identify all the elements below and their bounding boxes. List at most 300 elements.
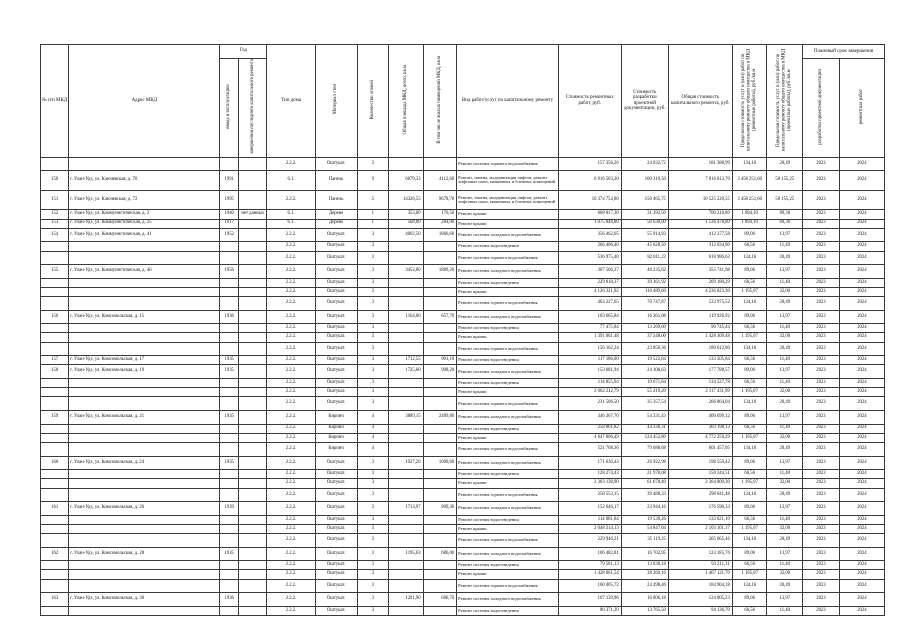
- deadline-design-cell: 2023: [803, 524, 840, 533]
- table-row: [41, 388, 885, 397]
- house-type-cell: 2.2.2.: [267, 333, 315, 342]
- deadline-repair-cell: 2024: [839, 324, 884, 333]
- repair-cost-cell: 463 227,65: [558, 297, 621, 311]
- table-row: [41, 324, 885, 333]
- total-area-cell: [389, 324, 424, 333]
- repair-cost-cell: 160 405,72: [558, 579, 621, 593]
- repair-cost-cell: 258 553,15: [558, 488, 621, 502]
- total-area-cell: 14326,55: [389, 190, 424, 210]
- max-cost-work-cell: 1 195,07: [732, 570, 767, 579]
- house-type-cell: 2.2.2.: [267, 442, 315, 456]
- header-floors: Количество этажей: [357, 45, 388, 158]
- address-cell: г. Улан-Удэ, ул. Ключевская, д. 70: [69, 171, 220, 191]
- year-last-repair-cell: [239, 547, 267, 561]
- deadline-design-cell: 2023: [803, 278, 840, 287]
- total-cost-cell: 150 244,51: [668, 470, 732, 479]
- design-cost-cell: 13 630,18: [621, 561, 668, 570]
- table-row: [41, 456, 885, 470]
- repair-cost-cell: 229 818,37: [558, 278, 621, 287]
- wall-material-cell: Оштукат.: [315, 388, 357, 397]
- total-cost-cell: 265 065,46: [668, 534, 732, 548]
- year-commission-cell: [220, 424, 239, 433]
- total-area-cell: [389, 157, 424, 171]
- living-area-cell: [423, 579, 457, 593]
- header-living-area: В том числе жилых помещений МКД, кв.м: [423, 45, 457, 158]
- design-cost-cell: 19 539,26: [621, 515, 668, 524]
- max-cost-work-cell: 1 195,07: [732, 433, 767, 442]
- table-row: [41, 433, 885, 442]
- total-cost-cell: 1 467 121,70: [668, 570, 732, 579]
- max-cost-design-cell: 20,49: [767, 397, 803, 411]
- repair-cost-cell: 114 855,94: [558, 379, 621, 388]
- max-cost-design-cell: 20,49: [767, 157, 803, 171]
- deadline-repair-cell: 2024: [839, 287, 884, 296]
- year-commission-cell: 1956: [220, 265, 239, 279]
- living-area-cell: [423, 157, 457, 171]
- row-num: [41, 324, 69, 333]
- wall-material-cell: Оштукат.: [315, 297, 357, 311]
- year-last-repair-cell: [239, 157, 267, 171]
- house-type-cell: 2.2.2.: [267, 561, 315, 570]
- table-row: [41, 442, 885, 456]
- floors-cell: 3: [357, 593, 388, 607]
- address-cell: [69, 442, 220, 456]
- living-area-cell: 2489,80: [423, 411, 457, 425]
- repair-cost-cell: 103 665,84: [558, 310, 621, 324]
- table-row: [41, 470, 885, 479]
- house-type-cell: 2.2.2.: [267, 251, 315, 265]
- design-cost-cell: 23 944,16: [621, 502, 668, 516]
- deadline-design-cell: 2023: [803, 534, 840, 548]
- deadline-repair-cell: 2024: [839, 442, 884, 456]
- repair-cost-cell: 229 946,21: [558, 534, 621, 548]
- wall-material-cell: Оштукат.: [315, 561, 357, 570]
- header-address: Адрес МКД: [69, 45, 220, 158]
- row-num: 160: [41, 456, 69, 470]
- total-cost-cell: 181 388,99: [668, 157, 732, 171]
- max-cost-design-cell: 11,40: [767, 515, 803, 524]
- house-type-cell: 2.2.2.: [267, 570, 315, 579]
- max-cost-design-cell: 32,00: [767, 479, 803, 488]
- deadline-repair-cell: 2024: [839, 547, 884, 561]
- total-cost-cell: 700 210,80: [668, 210, 732, 219]
- living-area-cell: [423, 287, 457, 296]
- repair-cost-cell: 171 636,43: [558, 456, 621, 470]
- year-last-repair-cell: [239, 219, 267, 228]
- row-num: [41, 424, 69, 433]
- deadline-repair-cell: 2024: [839, 606, 884, 615]
- house-type-cell: 2.2.2.: [267, 356, 315, 365]
- wall-material-cell: Оштукат.: [315, 515, 357, 524]
- living-area-cell: [423, 515, 457, 524]
- design-cost-cell: 13 765,50: [621, 606, 668, 615]
- header-deadline-design: разработки проектной документации: [803, 59, 840, 158]
- year-last-repair-cell: [239, 310, 267, 324]
- year-last-repair-cell: [239, 479, 267, 488]
- floors-cell: 5: [357, 190, 388, 210]
- wall-material-cell: Оштукат.: [315, 479, 357, 488]
- max-cost-design-cell: 13,97: [767, 228, 803, 242]
- year-last-repair-cell: [239, 579, 267, 593]
- address-cell: [69, 470, 220, 479]
- max-cost-design-cell: 32,00: [767, 433, 803, 442]
- total-area-cell: [389, 470, 424, 479]
- max-cost-design-cell: 11,40: [767, 278, 803, 287]
- row-num: 153: [41, 219, 69, 228]
- row-num: 150: [41, 171, 69, 191]
- wall-material-cell: Дерево: [315, 210, 357, 219]
- repair-cost-cell: 2 048 314,13: [558, 524, 621, 533]
- work-type-cell: Ремонт крыши: [457, 433, 559, 442]
- deadline-design-cell: 2023: [803, 411, 840, 425]
- design-cost-cell: 24 032,72: [621, 157, 668, 171]
- year-commission-cell: 1935: [220, 411, 239, 425]
- table-row: [41, 365, 885, 379]
- total-cost-cell: 93 211,31: [668, 561, 732, 570]
- total-area-cell: 1713,97: [389, 502, 424, 516]
- design-cost-cell: 19 522,84: [621, 356, 668, 365]
- total-area-cell: [389, 479, 424, 488]
- address-cell: [69, 534, 220, 548]
- total-area-cell: [389, 278, 424, 287]
- wall-material-cell: Кирпич: [315, 433, 357, 442]
- living-area-cell: 4112,60: [423, 171, 457, 191]
- house-type-cell: 2.2.2.: [267, 388, 315, 397]
- deadline-repair-cell: 2024: [839, 570, 884, 579]
- year-last-repair-cell: [239, 287, 267, 296]
- design-cost-cell: 35 119,25: [621, 534, 668, 548]
- deadline-repair-cell: 2024: [839, 297, 884, 311]
- total-area-cell: [389, 397, 424, 411]
- row-num: [41, 297, 69, 311]
- work-type-cell: Ремонт крыши: [457, 219, 559, 228]
- row-num: [41, 524, 69, 533]
- total-area-cell: [389, 442, 424, 456]
- max-cost-design-cell: 20,49: [767, 442, 803, 456]
- design-cost-cell: 100 310,50: [621, 171, 668, 191]
- deadline-repair-cell: 2024: [839, 488, 884, 502]
- header-max-cost-design: Предельная стоимость услуг и (или) работ по капитальному ремонту общего имущества в МКД (проектные работы), руб./кв.м: [767, 45, 803, 158]
- total-area-cell: 4002,50: [389, 228, 424, 242]
- max-cost-work-cell: 89,06: [732, 265, 767, 279]
- year-last-repair-cell: нет данных: [239, 210, 267, 219]
- deadline-repair-cell: 2024: [839, 190, 884, 210]
- repair-cost-cell: 231 506,50: [558, 397, 621, 411]
- row-num: [41, 242, 69, 251]
- year-last-repair-cell: [239, 379, 267, 388]
- floors-cell: 3: [357, 515, 388, 524]
- max-cost-design-cell: 11,40: [767, 606, 803, 615]
- total-cost-cell: 180 012,60: [668, 342, 732, 356]
- house-type-cell: 6.1.: [267, 219, 315, 228]
- wall-material-cell: Оштукат.: [315, 379, 357, 388]
- row-num: 163: [41, 593, 69, 607]
- repair-cost-cell: 1 075 848,80: [558, 219, 621, 228]
- address-cell: [69, 606, 220, 615]
- repair-cost-cell: 521 768,36: [558, 442, 621, 456]
- design-cost-cell: 70 747,87: [621, 297, 668, 311]
- living-area-cell: 909,30: [423, 502, 457, 516]
- row-num: [41, 579, 69, 593]
- floors-cell: 9: [357, 171, 388, 191]
- address-cell: г. Улан-Удэ, ул. Коммунистическая, д. 46: [69, 265, 220, 279]
- deadline-design-cell: 2023: [803, 397, 840, 411]
- max-cost-work-cell: 89,06: [732, 228, 767, 242]
- address-cell: [69, 579, 220, 593]
- total-cost-cell: 298 041,48: [668, 488, 732, 502]
- wall-material-cell: Оштукат.: [315, 593, 357, 607]
- max-cost-design-cell: 20,49: [767, 534, 803, 548]
- max-cost-work-cell: 134,16: [732, 297, 767, 311]
- deadline-design-cell: 2023: [803, 310, 840, 324]
- design-cost-cell: 48 235,62: [621, 265, 668, 279]
- year-commission-cell: [220, 433, 239, 442]
- address-cell: г. Улан-Удэ, ул. Комсомольская, д. 19: [69, 365, 220, 379]
- row-num: [41, 433, 69, 442]
- table-row: [41, 278, 885, 287]
- total-cost-cell: 123 185,76: [668, 547, 732, 561]
- max-cost-work-cell: 66,56: [732, 242, 767, 251]
- work-type-cell: Ремонт системы холодного водоснабжения: [457, 593, 559, 607]
- repair-cost-cell: 152 646,17: [558, 502, 621, 516]
- year-last-repair-cell: [239, 570, 267, 579]
- total-cost-cell: 7 016 813,70: [668, 171, 732, 191]
- total-area-cell: [389, 342, 424, 356]
- living-area-cell: 1889,20: [423, 265, 457, 279]
- living-area-cell: [423, 470, 457, 479]
- house-type-cell: 2.2.2.: [267, 242, 315, 251]
- repair-cost-cell: 107 139,96: [558, 593, 621, 607]
- address-cell: [69, 433, 220, 442]
- living-area-cell: 901,10: [423, 356, 457, 365]
- address-cell: г. Улан-Удэ, ул. Комсомольская, д. 17: [69, 356, 220, 365]
- header-year-group: Год: [220, 45, 267, 59]
- work-type-cell: Ремонт системы холодного водоснабжения: [457, 310, 559, 324]
- deadline-design-cell: 2023: [803, 547, 840, 561]
- floors-cell: 3: [357, 570, 388, 579]
- house-type-cell: 2.2.2.: [267, 606, 315, 615]
- header-max-cost-work: Предельная стоимость услуг и (или) работ по капитальному ремонту общего имущества в МКД (ремонтные работы), руб./кв.м: [732, 45, 767, 158]
- repair-cost-cell: 77 475,84: [558, 324, 621, 333]
- address-cell: [69, 324, 220, 333]
- deadline-design-cell: 2023: [803, 265, 840, 279]
- max-cost-work-cell: 89,06: [732, 310, 767, 324]
- year-last-repair-cell: [239, 534, 267, 548]
- total-cost-cell: 266 864,04: [668, 397, 732, 411]
- year-commission-cell: [220, 242, 239, 251]
- max-cost-work-cell: 66,56: [732, 356, 767, 365]
- deadline-repair-cell: 2024: [839, 356, 884, 365]
- max-cost-design-cell: 11,40: [767, 324, 803, 333]
- year-last-repair-cell: [239, 388, 267, 397]
- total-cost-cell: 134 527,78: [668, 379, 732, 388]
- living-area-cell: [423, 297, 457, 311]
- max-cost-design-cell: 32,00: [767, 570, 803, 579]
- design-cost-cell: 110 489,60: [621, 287, 668, 296]
- deadline-repair-cell: 2024: [839, 524, 884, 533]
- row-num: 159: [41, 411, 69, 425]
- deadline-repair-cell: 2024: [839, 397, 884, 411]
- work-type-cell: Ремонт системы холодного водоснабжения: [457, 265, 559, 279]
- deadline-design-cell: 2023: [803, 251, 840, 265]
- year-last-repair-cell: [239, 411, 267, 425]
- table-row: [41, 502, 885, 516]
- living-area-cell: 1000,60: [423, 456, 457, 470]
- table-row: [41, 397, 885, 411]
- address-cell: [69, 388, 220, 397]
- floors-cell: 3: [357, 502, 388, 516]
- work-type-cell: Ремонт системы холодного водоснабжения: [457, 547, 559, 561]
- max-cost-design-cell: 13,97: [767, 411, 803, 425]
- living-area-cell: 1866,60: [423, 228, 457, 242]
- max-cost-design-cell: 13,97: [767, 365, 803, 379]
- total-area-cell: [389, 379, 424, 388]
- living-area-cell: 908,20: [423, 365, 457, 379]
- total-cost-cell: 124 005,23: [668, 593, 732, 607]
- work-type-cell: Ремонт системы холодного водоснабжения: [457, 365, 559, 379]
- design-cost-cell: 37 248,00: [621, 333, 668, 342]
- design-cost-cell: 39 488,33: [621, 488, 668, 502]
- year-commission-cell: [220, 342, 239, 356]
- max-cost-work-cell: 134,16: [732, 442, 767, 456]
- living-area-cell: [423, 333, 457, 342]
- floors-cell: 3: [357, 228, 388, 242]
- house-type-cell: 2.2.2.: [267, 515, 315, 524]
- year-last-repair-cell: [239, 297, 267, 311]
- year-commission-cell: [220, 470, 239, 479]
- design-cost-cell: 39 361,92: [621, 278, 668, 287]
- row-num: [41, 488, 69, 502]
- design-cost-cell: 50 630,00: [621, 219, 668, 228]
- total-cost-cell: 1 126 478,80: [668, 219, 732, 228]
- work-type-cell: Ремонт системы горячего водоснабжения: [457, 397, 559, 411]
- header-house-type: Тип дома: [267, 45, 315, 158]
- living-area-cell: [423, 442, 457, 456]
- wall-material-cell: Оштукат.: [315, 310, 357, 324]
- deadline-design-cell: 2023: [803, 579, 840, 593]
- max-cost-work-cell: 134,16: [732, 397, 767, 411]
- address-cell: [69, 515, 220, 524]
- total-cost-cell: 4 236 823,30: [668, 287, 732, 296]
- max-cost-work-cell: 89,06: [732, 593, 767, 607]
- row-num: 154: [41, 228, 69, 242]
- max-cost-work-cell: 134,16: [732, 251, 767, 265]
- repair-cost-cell: 117 186,00: [558, 356, 621, 365]
- year-commission-cell: [220, 579, 239, 593]
- living-area-cell: [423, 488, 457, 502]
- living-area-cell: [423, 324, 457, 333]
- design-cost-cell: 54 847,04: [621, 524, 668, 533]
- max-cost-design-cell: 20,49: [767, 251, 803, 265]
- year-commission-cell: 1935: [220, 365, 239, 379]
- design-cost-cell: 16 261,08: [621, 310, 668, 324]
- work-type-cell: Ремонт системы горячего водоснабжения: [457, 579, 559, 593]
- work-type-cell: Ремонт системы горячего водоснабжения: [457, 534, 559, 548]
- max-cost-work-cell: 66,56: [732, 606, 767, 615]
- deadline-design-cell: 2023: [803, 324, 840, 333]
- floors-cell: 3: [357, 310, 388, 324]
- floors-cell: 4: [357, 433, 388, 442]
- year-last-repair-cell: [239, 524, 267, 533]
- year-commission-cell: [220, 488, 239, 502]
- deadline-repair-cell: 2024: [839, 219, 884, 228]
- design-cost-cell: 38 260,16: [621, 570, 668, 579]
- living-area-cell: [423, 606, 457, 615]
- deadline-repair-cell: 2024: [839, 388, 884, 397]
- deadline-design-cell: 2023: [803, 219, 840, 228]
- floors-cell: 3: [357, 579, 388, 593]
- address-cell: [69, 242, 220, 251]
- deadline-repair-cell: 2024: [839, 157, 884, 171]
- deadline-repair-cell: 2024: [839, 470, 884, 479]
- floors-cell: 3: [357, 265, 388, 279]
- year-last-repair-cell: [239, 278, 267, 287]
- work-type-cell: Ремонт крыши: [457, 570, 559, 579]
- address-cell: [69, 524, 220, 533]
- repair-cost-cell: 4 126 321,92: [558, 287, 621, 296]
- repair-cost-cell: 114 081,84: [558, 515, 621, 524]
- work-type-cell: Ремонт системы горячего водоснабжения: [457, 297, 559, 311]
- address-cell: [69, 333, 220, 342]
- repair-cost-cell: 2 303 138,90: [558, 479, 621, 488]
- total-area-cell: [389, 606, 424, 615]
- year-last-repair-cell: [239, 365, 267, 379]
- year-commission-cell: [220, 442, 239, 456]
- wall-material-cell: Панель: [315, 171, 357, 191]
- total-area-cell: [389, 297, 424, 311]
- total-cost-cell: 312 034,90: [668, 242, 732, 251]
- max-cost-design-cell: 20,49: [767, 297, 803, 311]
- row-num: [41, 157, 69, 171]
- total-cost-cell: 2 364 809,30: [668, 479, 732, 488]
- max-cost-design-cell: 89,30: [767, 219, 803, 228]
- table-row: [41, 210, 885, 219]
- year-commission-cell: [220, 606, 239, 615]
- deadline-design-cell: 2023: [803, 210, 840, 219]
- design-cost-cell: 54 331,43: [621, 411, 668, 425]
- work-type-cell: Ремонт крыши: [457, 287, 559, 296]
- design-cost-cell: 16 702,95: [621, 547, 668, 561]
- year-last-repair-cell: [239, 324, 267, 333]
- header-year-commission: ввода в эксплуатацию: [220, 59, 239, 158]
- total-area-cell: [389, 424, 424, 433]
- header-repair-cost: Стоимость ремонтных работ, руб.: [558, 45, 621, 158]
- living-area-cell: [423, 524, 457, 533]
- deadline-repair-cell: 2024: [839, 228, 884, 242]
- deadline-repair-cell: 2024: [839, 333, 884, 342]
- max-cost-work-cell: 1 195,07: [732, 333, 767, 342]
- year-last-repair-cell: [239, 190, 267, 210]
- row-num: [41, 442, 69, 456]
- floors-cell: 3: [357, 324, 388, 333]
- table-row: [41, 297, 885, 311]
- header-deadline-repair: ремонтных работ: [839, 59, 884, 158]
- work-type-cell: Ремонт системы водоотведения: [457, 424, 559, 433]
- wall-material-cell: Оштукат.: [315, 333, 357, 342]
- house-type-cell: 2.2.2.: [267, 579, 315, 593]
- floors-cell: 3: [357, 342, 388, 356]
- work-type-cell: Ремонт системы водоотведения: [457, 356, 559, 365]
- table-row: [41, 333, 885, 342]
- work-type-cell: Ремонт крыши: [457, 479, 559, 488]
- total-area-cell: [389, 488, 424, 502]
- deadline-design-cell: 2023: [803, 171, 840, 191]
- total-area-cell: [389, 242, 424, 251]
- total-area-cell: 1725,60: [389, 365, 424, 379]
- house-type-cell: 2.2.2.: [267, 157, 315, 171]
- living-area-cell: 657,70: [423, 310, 457, 324]
- deadline-repair-cell: 2024: [839, 593, 884, 607]
